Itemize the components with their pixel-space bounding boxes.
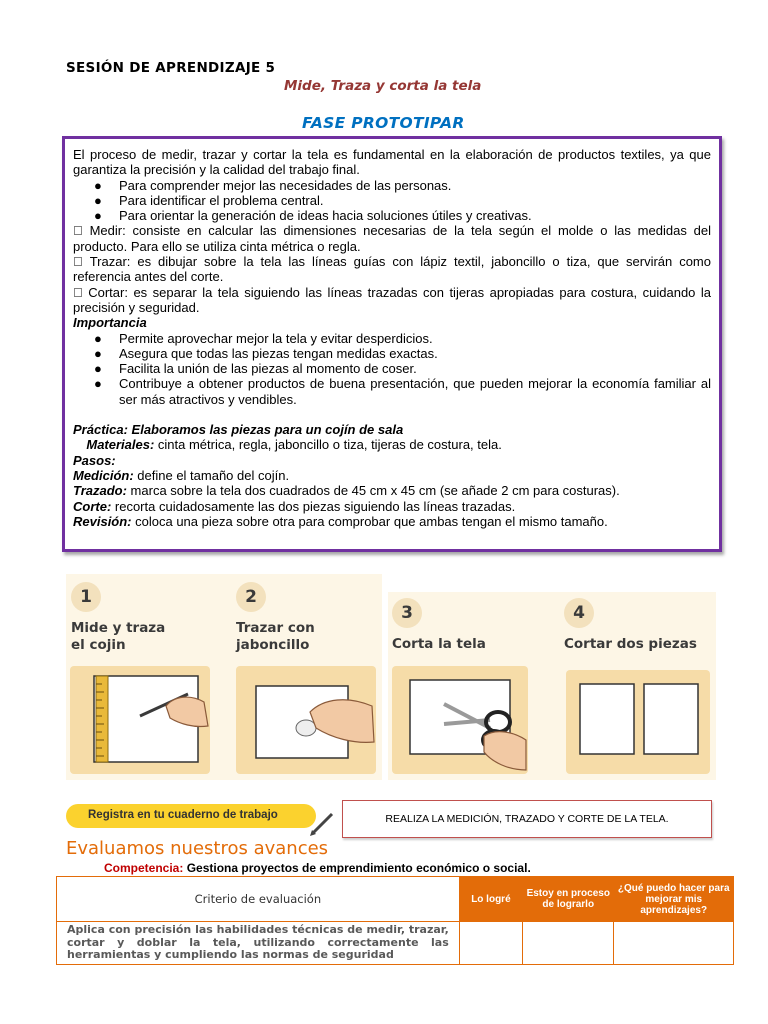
ruler-hand-icon <box>70 666 210 774</box>
improve-header: ¿Qué puedo hacer para mejorar mis aprendizajes? <box>614 877 734 922</box>
measure-illustration <box>70 666 210 774</box>
session-title: SESIÓN DE APRENDIZAJE 5 <box>66 60 276 76</box>
step-line: Corte: recorta cuidadosamente las dos piezas siguiendo las líneas trazadas. <box>73 498 516 514</box>
importance-heading: Importancia <box>73 315 147 331</box>
medir-paragraph: Medir: consiste en calcular las dimensiones necesarias de la tela según el molde o las medidas del producto. Para ello se utiliza cinta métrica o regla. <box>73 223 711 254</box>
in-process-cell[interactable] <box>523 922 614 965</box>
intro-paragraph: El proceso de medir, trazar y cortar la tela es fundamental en la elaboración de productos textiles, ya que garantiza la precisión y la calidad del trabajo final. <box>73 147 711 178</box>
list-item: ● Para orientar la generación de ideas hacia soluciones útiles y creativas. <box>94 208 532 224</box>
list-item: ● Facilita la unión de las piezas al momento de coser. <box>94 361 417 377</box>
criterion-header: Criterio de evaluación <box>57 877 460 922</box>
notebook-banner: Registra en tu cuaderno de trabajo <box>66 804 316 828</box>
step-label: Mide y traza el cojin <box>71 620 166 653</box>
step-number: 4 <box>564 598 594 628</box>
cut-illustration <box>392 666 528 774</box>
trazar-paragraph: Trazar: es dibujar sobre la tela las líneas guías con lápiz textil, jaboncillo o tiza, que servirán como referencia antes del corte. <box>73 254 711 285</box>
task-box: REALIZA LA MEDICIÓN, TRAZADO Y CORTE DE LA TELA. <box>342 800 712 838</box>
in-process-header: Estoy en proceso de lograrlo <box>523 877 614 922</box>
content-text <box>73 147 711 529</box>
steps-illustration <box>66 574 716 780</box>
achieved-cell[interactable] <box>459 922 522 965</box>
list-item: ● Asegura que todas las piezas tengan medidas exactas. <box>94 345 438 361</box>
pencil-icon <box>308 810 336 838</box>
content-box <box>62 136 722 552</box>
step-number: 1 <box>71 582 101 612</box>
competence-line: Competencia: Gestiona proyectos de emprendimiento económico o social. <box>104 861 531 875</box>
chalk-hand-icon <box>236 666 376 774</box>
step-label: Corta la tela <box>392 636 486 652</box>
achieved-header: Lo logré <box>459 877 522 922</box>
cortar-paragraph: Cortar: es separar la tela siguiendo las líneas trazadas con tijeras apropiadas para costura, cuidando la precisión y seguridad. <box>73 284 711 315</box>
improve-cell[interactable] <box>614 922 734 965</box>
purpose-list <box>73 178 711 224</box>
step-line: Medición: define el tamaño del cojín. <box>73 467 290 483</box>
practice-heading: Práctica: Elaboramos las piezas para un cojín de sala <box>73 422 404 438</box>
evaluation-table <box>56 876 734 965</box>
phase-title: FASE PROTOTIPAR <box>302 114 465 132</box>
list-item: ● Para comprender mejor las necesidades de las personas. <box>94 177 452 193</box>
step-label: Trazar con jaboncillo <box>236 620 315 653</box>
table-row <box>57 922 734 965</box>
steps-heading: Pasos: <box>73 452 116 468</box>
importance-list <box>73 331 711 407</box>
step-line: Trazado: marca sobre la tela dos cuadrados de 45 cm x 45 cm (se añade 2 cm para costuras). <box>73 483 620 499</box>
materials-line: Materiales: cinta métrica, regla, jaboncillo o tiza, tijeras de costura, tela. <box>73 437 489 453</box>
table-header-row <box>57 877 734 922</box>
two-pieces-illustration <box>566 670 710 774</box>
list-item: ● Permite aprovechar mejor la tela y evitar desperdicios. <box>94 330 433 346</box>
scissors-icon <box>392 666 528 774</box>
list-item: ● Para identificar el problema central. <box>94 192 324 208</box>
step-number: 3 <box>392 598 422 628</box>
step-label: Cortar dos piezas <box>564 636 697 652</box>
fabric-pieces-icon <box>566 670 710 774</box>
evaluation-title: Evaluamos nuestros avances <box>66 838 329 859</box>
list-item: ● Contribuye a obtener productos de buena presentación, que pueden mejorar la economía familiar al ser más atractivos y vendibles. <box>94 376 711 407</box>
step-line: Revisión: coloca una pieza sobre otra para comprobar que ambas tengan el mismo tamaño. <box>73 513 608 529</box>
criterion-cell: Aplica con precisión las habilidades técnicas de medir, trazar, cortar y doblar la tela, utilizando correctamente las herramientas y cumpliendo las normas de seguridad <box>57 922 460 965</box>
step-number: 2 <box>236 582 266 612</box>
chalk-illustration <box>236 666 376 774</box>
session-subtitle: Mide, Traza y corta la tela <box>284 78 482 94</box>
